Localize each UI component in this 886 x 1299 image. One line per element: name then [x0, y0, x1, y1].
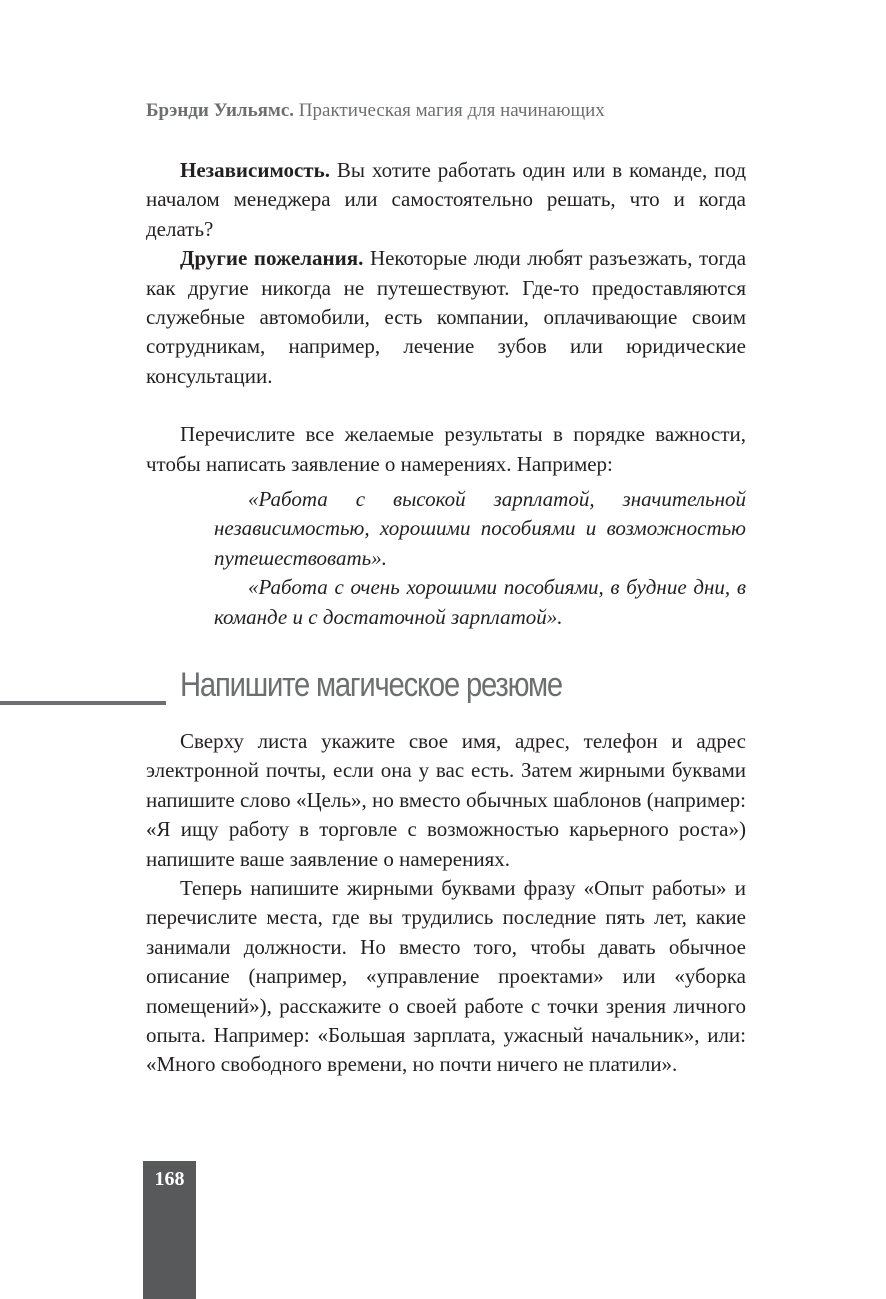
- paragraph-list-results: Перечислите все желаемые результаты в порядке важности, чтобы написать заявление о намерениях. Например:: [146, 422, 746, 476]
- paragraph-independence: [146, 156, 746, 244]
- section-heading: Напишите магическое резюме: [180, 666, 562, 704]
- paragraph-independence-text: Вы хотите работать один или в команде, под началом менеджера или самостоятельно решать, что и когда делать?: [146, 158, 747, 241]
- heading-rule: [0, 701, 166, 705]
- paragraph-gap: [146, 391, 746, 420]
- term-independence: Независимость.: [180, 158, 330, 182]
- running-head-author: Брэнди Уильямс.: [146, 100, 295, 121]
- paragraph-other-wishes-text: Некоторые люди любят разъезжать, тогда как другие никогда не путешествуют. Где-то предоставляются служебные автомобили, есть компании, оплачивающие своим сотрудникам, например, лечение зубов или юридические консультации.: [146, 246, 747, 388]
- running-head-title: Практическая магия для начинающих: [298, 100, 605, 121]
- paragraph-resume-header: Сверху листа укажите свое имя, адрес, телефон и адрес электронной почты, если она у вас есть. Затем жирными буквами напишите слово «Цель», но вместо обычных шаблонов (например: «Я ищу работу в торговле с возможностью карьерного роста») напишите ваше заявление о намерениях.: [146, 729, 746, 871]
- example-quote-2: «Работа с очень хорошими пособиями, в будние дни, в команде и с достаточной зарплатой».: [214, 575, 746, 629]
- page-number-tab: [143, 1161, 196, 1299]
- paragraph-work-experience: Теперь напишите жирными буквами фразу «Опыт работы» и перечислите места, где вы трудились последние пять лет, какие занимали должности. Но вместо того, чтобы давать обычное описание (например, «управление проектами» или «уборка помещений»), расскажите о своей работе с точки зрения личного опыта. Например: «Большая зарплата, ужасный начальник», или: «Много свободного времени, но почти ничего не платили».: [146, 876, 746, 1077]
- page-number: 168: [154, 1168, 185, 1190]
- paragraph-other-wishes: [146, 244, 746, 391]
- running-head: [146, 100, 605, 122]
- term-other-wishes: Другие пожелания.: [180, 246, 364, 271]
- example-quote-1: «Работа с высокой зарплатой, значительной независимостью, хорошими пособиями и возможностью путешествовать».: [214, 487, 746, 570]
- body-text-section-2: [146, 727, 746, 1080]
- body-text-section-1: [146, 156, 746, 632]
